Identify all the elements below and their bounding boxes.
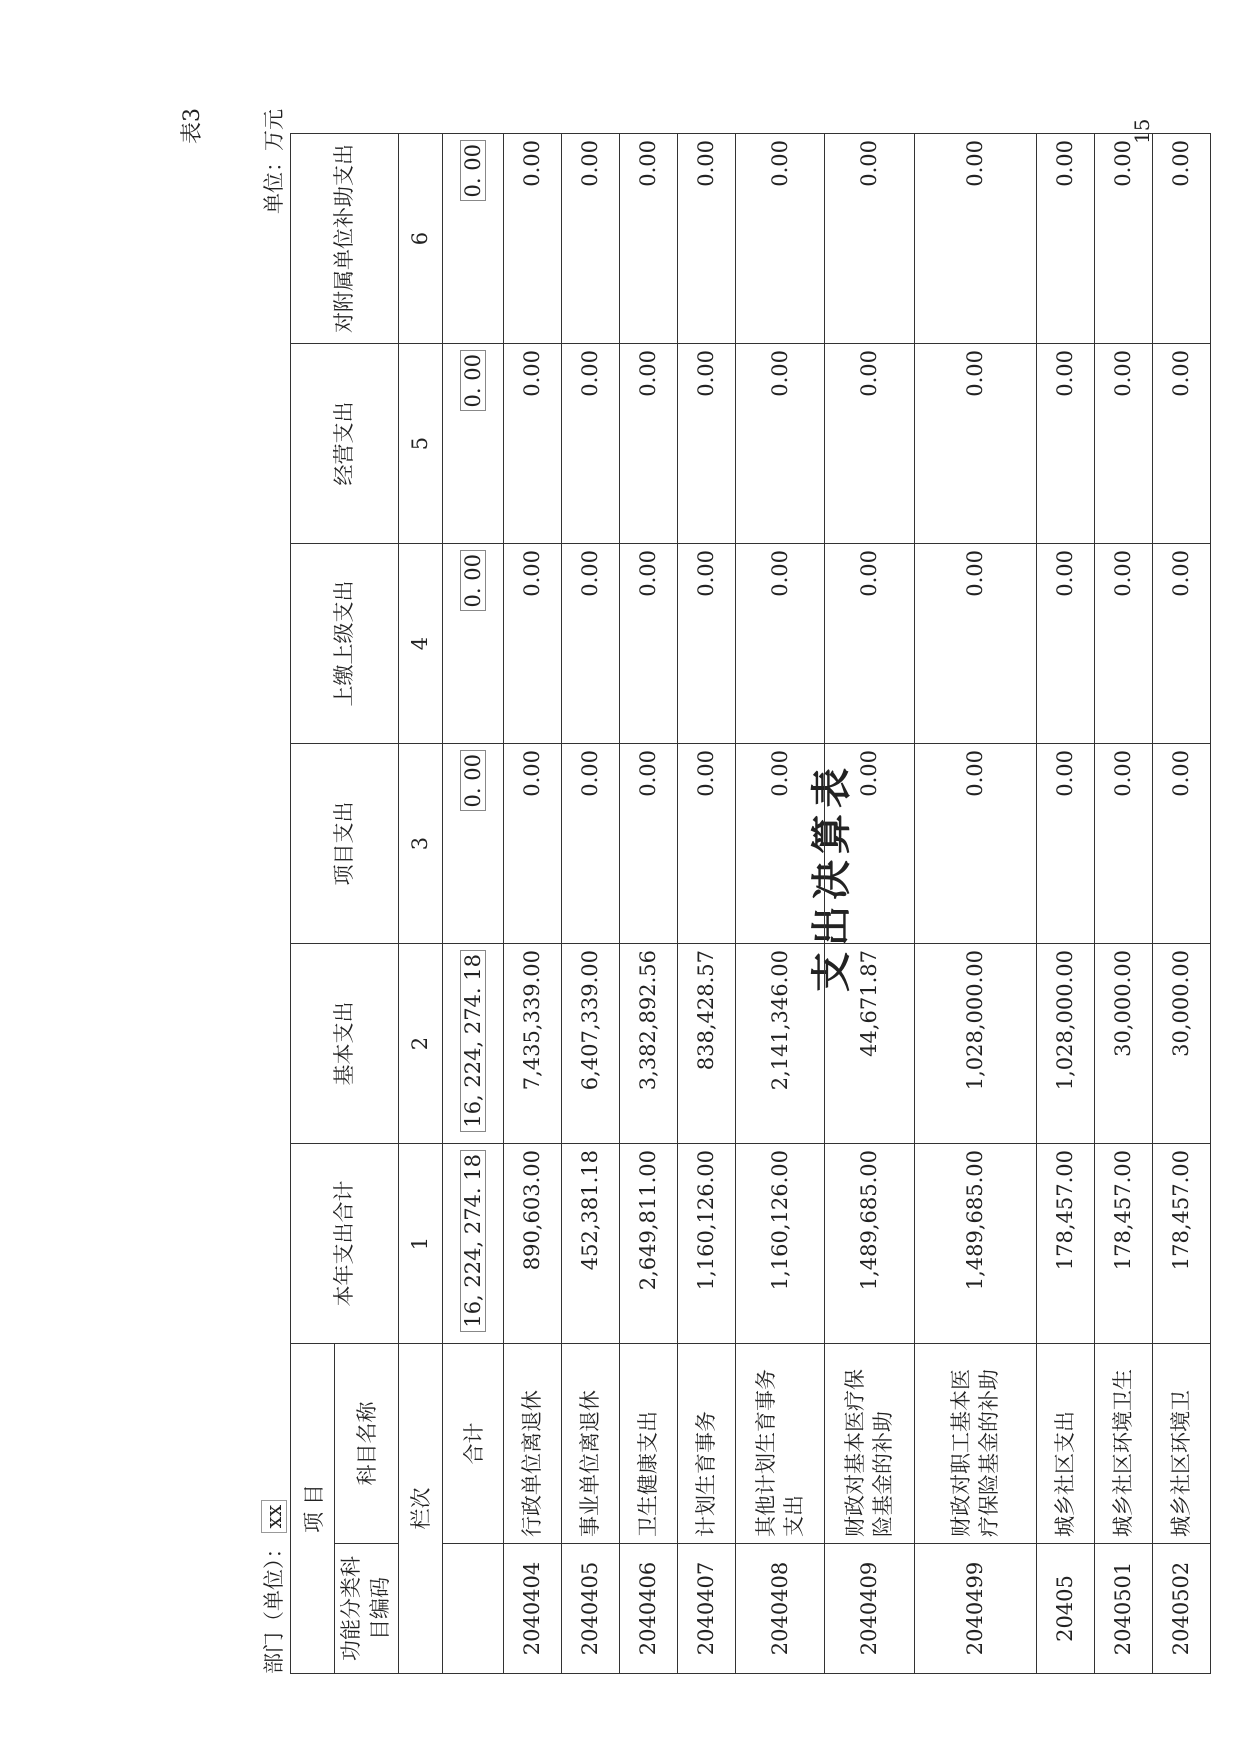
row-name: 城乡社区环境卫 [1152, 1344, 1210, 1544]
table-row [914, 134, 1036, 1674]
row-name: 事业单位离退休 [561, 1344, 619, 1544]
department-line [258, 1500, 288, 1674]
row-value: 178,457.00 [1152, 1144, 1210, 1344]
row-value: 0.00 [1152, 544, 1210, 744]
row-value: 0.00 [1152, 744, 1210, 944]
col-header-1-label: 本年支出合计 [331, 1180, 356, 1307]
row-name: 其他计划生育事务支出 [735, 1344, 824, 1544]
row-value: 6,407,339.00 [561, 944, 619, 1144]
row-value: 0.00 [1152, 134, 1210, 344]
row-value: 0.00 [1094, 544, 1152, 744]
table-row [677, 134, 735, 1674]
row-value: 890,603.00 [503, 1144, 561, 1344]
row-value: 0.00 [677, 744, 735, 944]
col-index-3: 3 [398, 744, 442, 944]
row-name: 行政单位离退休 [503, 1344, 561, 1544]
row-value: 1,489,685.00 [825, 1144, 914, 1344]
header-row-project [291, 134, 335, 1674]
total-cell [442, 134, 503, 344]
row-value: 0.00 [1094, 344, 1152, 544]
row-value: 30,000.00 [1152, 944, 1210, 1144]
row-value: 178,457.00 [1036, 1144, 1094, 1344]
row-name: 城乡社区环境卫生 [1094, 1344, 1152, 1544]
col-index-6: 6 [398, 134, 442, 344]
row-value: 0.00 [619, 134, 677, 344]
row-value: 0.00 [1036, 134, 1094, 344]
total-value-4: 0. 00 [460, 550, 486, 611]
table-row [1036, 134, 1094, 1674]
row-value: 0.00 [503, 344, 561, 544]
row-value: 0.00 [735, 744, 824, 944]
row-name: 卫生健康支出 [619, 1344, 677, 1544]
row-value: 0.00 [914, 344, 1036, 544]
row-value: 0.00 [561, 134, 619, 344]
row-value: 2,141,346.00 [735, 944, 824, 1144]
row-value: 0.00 [914, 544, 1036, 744]
total-cell [442, 1144, 503, 1344]
row-code: 2040502 [1152, 1544, 1210, 1674]
department-value: xx [261, 1500, 287, 1534]
table-row [619, 134, 677, 1674]
row-value: 1,489,685.00 [914, 1144, 1036, 1344]
row-value: 0.00 [825, 344, 914, 544]
row-code: 2040406 [619, 1544, 677, 1674]
row-value: 0.00 [735, 344, 824, 544]
row-value: 0.00 [677, 344, 735, 544]
col-header-3-label: 项目支出 [331, 801, 356, 886]
total-cell [442, 744, 503, 944]
row-value: 1,028,000.00 [914, 944, 1036, 1144]
row-code: 2040501 [1094, 1544, 1152, 1674]
row-name: 计划生育事务 [677, 1344, 735, 1544]
row-value: 0.00 [1094, 134, 1152, 344]
row-value: 0.00 [619, 344, 677, 544]
row-value: 1,028,000.00 [1036, 944, 1094, 1144]
row-value: 2,649,811.00 [619, 1144, 677, 1344]
row-value: 452,381.18 [561, 1144, 619, 1344]
expenditure-table [290, 133, 1211, 1674]
row-name: 城乡社区支出 [1036, 1344, 1094, 1544]
row-value: 3,382,892.56 [619, 944, 677, 1144]
page-title: 支出决算表 [808, 762, 855, 992]
col-header-1 [291, 1144, 399, 1344]
row-value: 0.00 [735, 134, 824, 344]
col-header-6 [291, 134, 399, 344]
row-code: 2040409 [825, 1544, 914, 1674]
row-value: 0.00 [677, 134, 735, 344]
row-value: 0.00 [619, 744, 677, 944]
total-cell [442, 544, 503, 744]
row-value: 0.00 [914, 134, 1036, 344]
row-value: 0.00 [914, 744, 1036, 944]
col-header-5 [291, 344, 399, 544]
row-name: 财政对基本医疗保险基金的补助 [825, 1344, 914, 1544]
row-value: 0.00 [1036, 744, 1094, 944]
total-code-cell [442, 1544, 503, 1674]
row-value: 0.00 [1036, 544, 1094, 744]
row-code: 2040405 [561, 1544, 619, 1674]
row-value: 838,428.57 [677, 944, 735, 1144]
row-value: 178,457.00 [1094, 1144, 1152, 1344]
row-value: 1,160,126.00 [677, 1144, 735, 1344]
table-row [825, 134, 914, 1674]
total-name: 合计 [442, 1344, 503, 1544]
table-row [561, 134, 619, 1674]
col-header-4-label: 上缴上级支出 [331, 580, 356, 707]
code-col-header: 功能分类科目编码 [335, 1544, 399, 1674]
row-value: 1,160,126.00 [735, 1144, 824, 1344]
row-code: 20405 [1036, 1544, 1094, 1674]
total-row [442, 134, 503, 1674]
col-index-2: 2 [398, 944, 442, 1144]
row-value: 0.00 [619, 544, 677, 744]
col-index-1: 1 [398, 1144, 442, 1344]
col-index-4: 4 [398, 544, 442, 744]
department-label: 部门（单位）： [262, 1537, 286, 1674]
total-value-6: 0. 00 [460, 140, 486, 201]
row-value: 0.00 [1152, 344, 1210, 544]
unit-label: 单位：万元 [262, 109, 286, 214]
total-value-1: 16, 224, 274. 18 [460, 1150, 486, 1332]
table-row [1094, 134, 1152, 1674]
row-value: 7,435,339.00 [503, 944, 561, 1144]
row-value: 0.00 [503, 544, 561, 744]
row-value: 0.00 [561, 544, 619, 744]
name-col-header: 科目名称 [335, 1344, 399, 1544]
col-header-5-label: 经营支出 [331, 401, 356, 486]
table-row [503, 134, 561, 1674]
row-value: 30,000.00 [1094, 944, 1152, 1144]
row-value: 0.00 [561, 344, 619, 544]
table-row [735, 134, 824, 1674]
col-header-3 [291, 744, 399, 944]
row-code: 2040407 [677, 1544, 735, 1674]
header-row-index [398, 134, 442, 1674]
row-value: 0.00 [677, 544, 735, 744]
col-header-4 [291, 544, 399, 744]
row-value: 0.00 [1036, 344, 1094, 544]
total-cell [442, 944, 503, 1144]
table-tag: 表3 [180, 108, 205, 144]
page-number: 15 [1130, 118, 1154, 144]
row-value: 0.00 [503, 134, 561, 344]
row-label-header: 栏次 [398, 1344, 442, 1674]
col-header-2 [291, 944, 399, 1144]
col-index-5: 5 [398, 344, 442, 544]
row-code: 2040499 [914, 1544, 1036, 1674]
total-value-5: 0. 00 [460, 350, 486, 411]
row-value: 0.00 [825, 544, 914, 744]
col-header-2-label: 基本支出 [331, 1001, 356, 1086]
row-value: 0.00 [503, 744, 561, 944]
project-header: 项 目 [291, 1344, 335, 1674]
row-code: 2040408 [735, 1544, 824, 1674]
row-value: 0.00 [825, 744, 914, 944]
row-value: 0.00 [1094, 744, 1152, 944]
row-name: 财政对职工基本医疗保险基金的补助 [914, 1344, 1036, 1544]
row-code: 2040404 [503, 1544, 561, 1674]
row-value: 0.00 [561, 744, 619, 944]
total-value-3: 0. 00 [460, 750, 486, 811]
row-value: 0.00 [825, 134, 914, 344]
row-value: 0.00 [735, 544, 824, 744]
col-header-6-label: 对附属单位补助支出 [331, 144, 356, 333]
total-cell [442, 344, 503, 544]
total-value-2: 16, 224, 274. 18 [460, 950, 486, 1132]
row-value: 44,671.87 [825, 944, 914, 1144]
table-row [1152, 134, 1210, 1674]
